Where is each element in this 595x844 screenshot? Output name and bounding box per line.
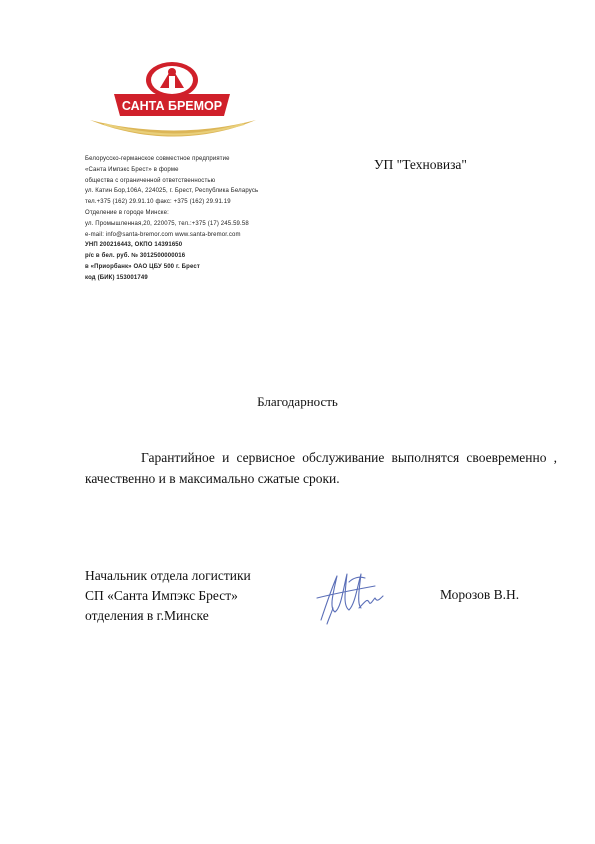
sender-line: р/с в бел. руб. № 3012500000016 — [85, 253, 186, 260]
sender-line: ул. Промышленная,20, 220075, тел.:+375 (17) 245.59.58 — [85, 220, 249, 227]
logo-brand-text: САНТА БРЕМОР — [121, 99, 223, 113]
sender-line: код (БИК) 153001749 — [85, 274, 148, 281]
sender-line: e-mail: info@santa-bremor.com www.santa-bremor.com — [85, 231, 241, 238]
letter-body — [85, 447, 557, 489]
signer-name: Морозов В.Н. — [440, 587, 520, 602]
recipient: УП "Техновиза" — [374, 157, 467, 172]
letter-title: Благодарность — [257, 394, 338, 409]
body-line: качественно и в максимально сжатые сроки. — [85, 471, 340, 486]
sender-line: в «Приорбанк» ОАО ЦБУ 500 г. Брест — [85, 263, 200, 270]
sender-line: общества с ограниченной ответственностью — [85, 177, 216, 184]
santa-bremor-logo — [84, 58, 264, 142]
sender-line: УНП 200216443, ОКПО 14391650 — [85, 242, 183, 249]
sender-line: тел.+375 (162) 29.91.10 факс: +375 (162) 29.91.19 — [85, 199, 231, 206]
signer-company: СП «Санта Импэкс Брест» — [85, 588, 238, 603]
sender-details — [85, 154, 315, 284]
handwritten-signature — [313, 568, 393, 628]
signer-branch: отделения в г.Минске — [85, 608, 209, 623]
signature-block — [85, 566, 251, 626]
body-line: Гарантийное и сервисное обслуживание выполнятся своевременно , — [141, 450, 557, 465]
sender-line: Белорусско-германское совместное предприятие — [85, 156, 230, 162]
signer-position: Начальник отдела логистики — [85, 568, 251, 583]
sender-line: «Санта Импэкс Брест» в форме — [85, 166, 179, 173]
sender-line: ул. Катин Бор,106А, 224025, г. Брест, Республика Беларусь — [85, 188, 259, 195]
sender-line: Отделение в городе Минске: — [85, 209, 169, 216]
